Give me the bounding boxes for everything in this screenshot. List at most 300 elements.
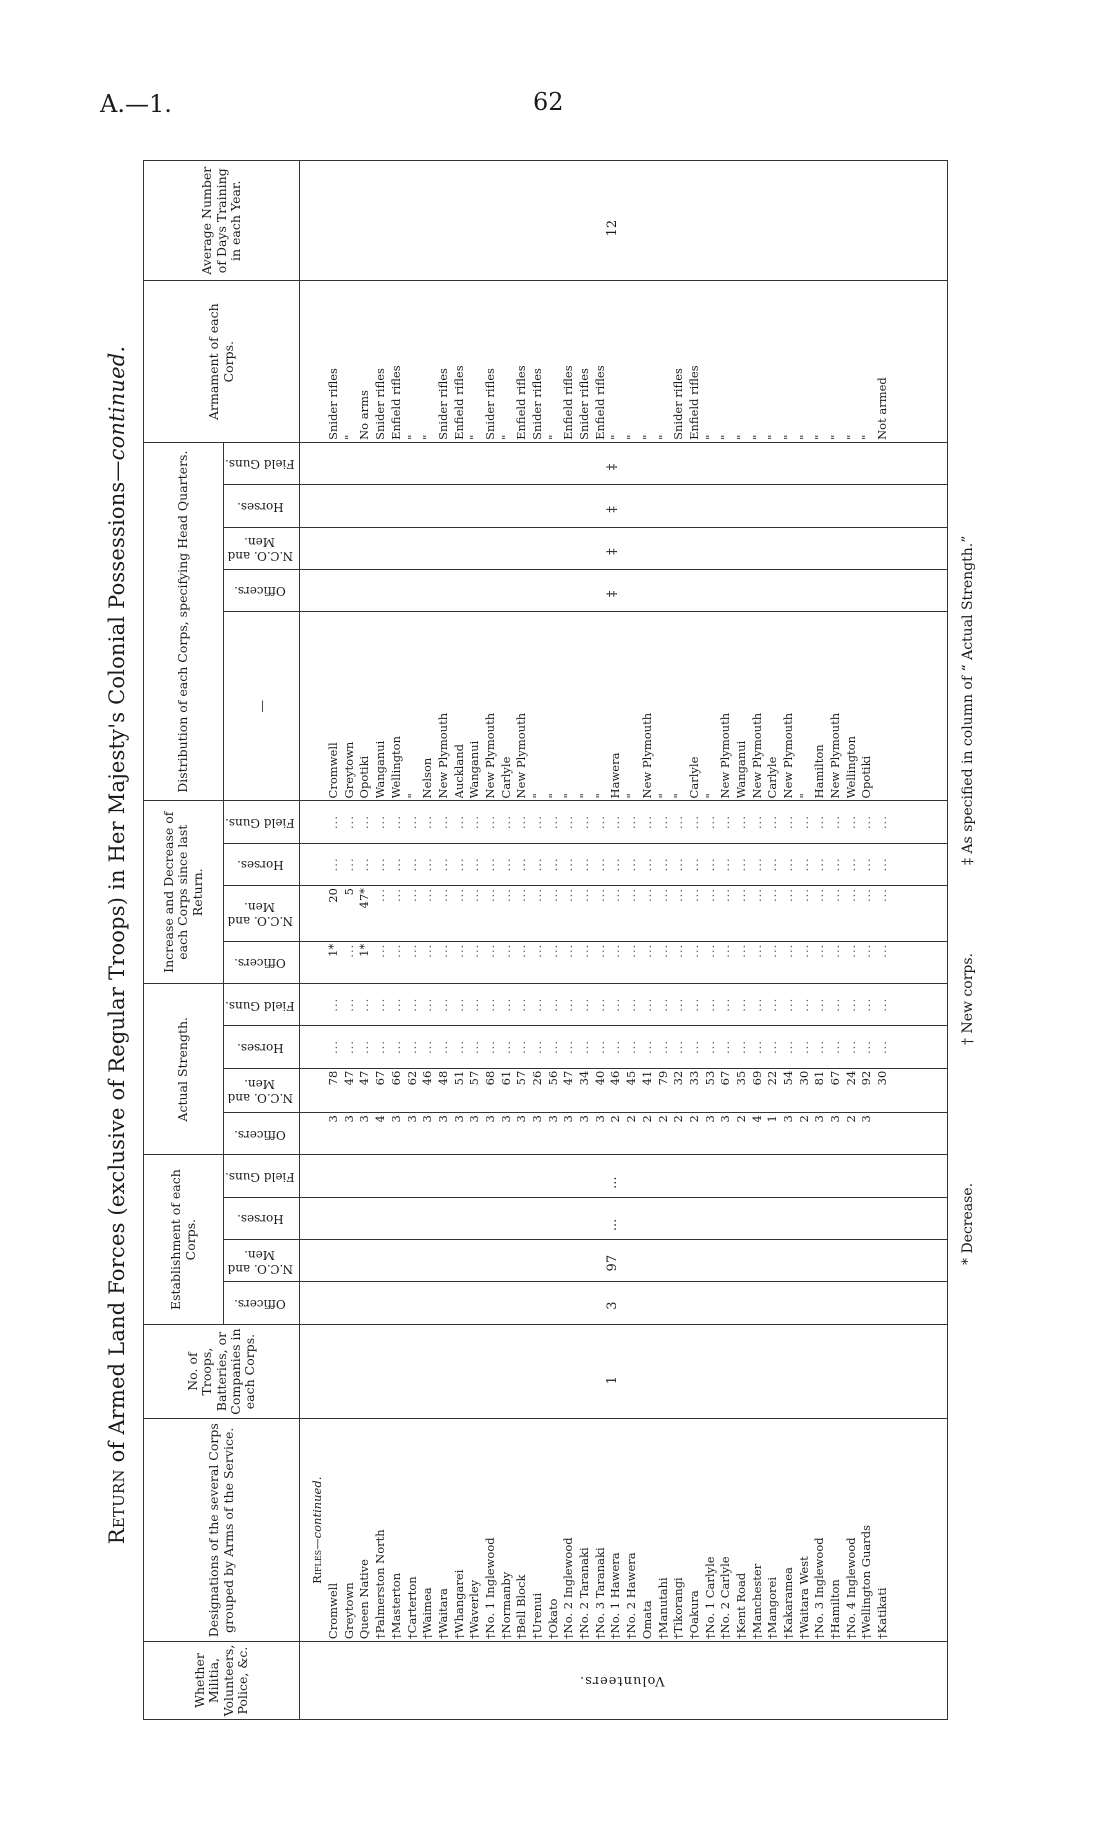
headquarters-cell: Greytown	[341, 741, 356, 799]
armament-cell: Enfield rifles	[388, 365, 403, 440]
actual-officers-cell: 2	[733, 1115, 748, 1123]
increase-men-cell: ...	[545, 888, 560, 903]
corps-name: †Kakaramea	[781, 1567, 795, 1640]
armament-cell: "	[765, 434, 780, 440]
dots-cell: ...	[545, 997, 560, 1012]
increase-horses-column	[300, 843, 948, 885]
dots-cell: ...	[357, 997, 372, 1012]
spacer	[310, 614, 326, 798]
increase-men-cell: ...	[671, 888, 686, 903]
page-number: 62	[533, 88, 564, 116]
headquarters-cell: New Plymouth	[639, 712, 654, 799]
headquarters-cell: "	[671, 793, 686, 799]
armament-cell: Snider rifles	[530, 368, 544, 440]
increase-men-cell: ...	[702, 888, 717, 903]
dist-officers-mark: ‡	[605, 590, 621, 598]
sub-officers: Officers.	[224, 1282, 300, 1324]
est-officers-value: 3	[605, 1301, 621, 1310]
increase-men-column	[300, 886, 948, 942]
dots-cell: ...	[608, 815, 623, 830]
actual-officers-cell: 3	[514, 1115, 529, 1123]
dots-cell: ...	[561, 1040, 576, 1055]
dots-cell: ...	[639, 815, 654, 830]
actual-men-cell: 66	[388, 1070, 403, 1086]
actual-officers-cell: 3	[718, 1115, 733, 1123]
dots-cell: ...	[812, 997, 827, 1012]
dist-guns-mark: ‡	[605, 463, 621, 471]
dots-cell: ...	[608, 857, 623, 872]
headquarters-cell: "	[796, 793, 811, 799]
col-armament-header: Armament of each Corps.	[144, 281, 300, 442]
dots-cell: ...	[592, 997, 607, 1012]
actual-men-cell: 51	[451, 1070, 466, 1086]
dist-officers-column	[300, 569, 948, 611]
actual-men-cell: 57	[514, 1070, 529, 1086]
increase-officers-cell: ...	[875, 943, 890, 958]
dots-cell: ...	[671, 857, 686, 872]
section-suffix: —continued.	[310, 1476, 325, 1550]
increase-men-cell: ...	[781, 888, 795, 903]
spacer	[310, 846, 326, 883]
actual-men-cell: 48	[435, 1070, 450, 1086]
dots-cell: ...	[686, 857, 701, 872]
dots-cell: ...	[875, 857, 890, 872]
dots-cell: ...	[561, 857, 576, 872]
dots-cell: ...	[859, 857, 874, 872]
actual-officers-cell: 2	[624, 1115, 639, 1123]
actual-men-cell: 46	[608, 1070, 623, 1086]
dots-cell: ...	[875, 815, 890, 830]
dist-horses-column	[300, 485, 948, 527]
headquarters-cell: New Plymouth	[828, 712, 843, 799]
sub-guns: Field Guns.	[224, 1155, 300, 1197]
armament-cell: "	[859, 434, 874, 440]
dots-cell: ...	[341, 815, 356, 830]
footnote-new-corps: † New corps.	[960, 953, 976, 1045]
armament-cell: Snider rifles	[435, 368, 450, 440]
dots-cell: ...	[451, 997, 466, 1012]
increase-men-cell: ...	[498, 888, 513, 903]
dots-cell: ...	[859, 997, 874, 1012]
dots-cell: ...	[435, 997, 450, 1012]
corps-name: †Waitara	[435, 1588, 450, 1640]
dots-cell: ...	[624, 1040, 639, 1055]
dots-cell: ...	[765, 1040, 780, 1055]
armament-cell: "	[655, 434, 670, 440]
increase-men-cell: ...	[420, 888, 435, 903]
dots-cell: ...	[498, 997, 513, 1012]
section-label	[310, 1421, 326, 1639]
armament-cell: "	[702, 434, 717, 440]
actual-horses-column	[300, 1026, 948, 1068]
corps-name: †Oakura	[686, 1590, 701, 1640]
headquarters-cell: Opotiki	[859, 755, 874, 799]
increase-officers-cell: ...	[608, 943, 623, 958]
dots-cell: ...	[639, 997, 654, 1012]
headquarters-cell: Wanganui	[467, 740, 482, 799]
corps-name: †No. 1 Carlyle	[702, 1556, 717, 1640]
increase-officers-cell: ...	[639, 943, 654, 958]
dots-cell: ...	[655, 857, 670, 872]
increase-officers-cell: ...	[765, 943, 780, 958]
dots-cell: ...	[749, 815, 764, 830]
increase-officers-cell: ...	[702, 943, 717, 958]
actual-officers-cell: 3	[482, 1115, 497, 1123]
headquarters-cell: "	[592, 793, 607, 799]
dots-cell: ...	[420, 857, 435, 872]
actual-men-cell: 81	[812, 1070, 827, 1086]
actual-men-cell: 26	[530, 1070, 544, 1086]
increase-officers-cell: ...	[718, 943, 733, 958]
dots-cell: ...	[561, 815, 576, 830]
increase-men-cell: ...	[435, 888, 450, 903]
dots-cell: ...	[326, 1040, 341, 1055]
increase-men-cell: ...	[592, 888, 607, 903]
actual-men-cell: 30	[796, 1070, 811, 1086]
sub-nco: N.C.O. and Men.	[224, 527, 300, 569]
headquarters-cell: "	[702, 793, 717, 799]
actual-men-cell: 79	[655, 1070, 670, 1086]
dots-cell: ...	[482, 997, 497, 1012]
headquarters-cell: New Plymouth	[435, 712, 450, 799]
armament-cell: "	[843, 434, 858, 440]
dots-cell: ...	[592, 815, 607, 830]
dots-cell: ...	[373, 857, 388, 872]
actual-officers-cell: 2	[796, 1115, 811, 1123]
corps-name: †Kent Road	[733, 1572, 748, 1640]
corps-name: †Manchester	[749, 1563, 764, 1640]
actual-officers-cell: 3	[530, 1115, 544, 1123]
spacer	[310, 283, 326, 439]
dots-cell: ...	[357, 1040, 372, 1055]
dots-cell: ...	[467, 857, 482, 872]
actual-men-cell: 57	[467, 1070, 482, 1086]
actual-men-cell: 22	[765, 1070, 780, 1086]
increase-men-cell: ...	[467, 888, 482, 903]
col-whether-header: Whether Militia, Volunteers, Police, &c.	[144, 1642, 300, 1720]
headquarters-cell: Wellington	[388, 735, 403, 799]
dots-cell: ...	[498, 857, 513, 872]
dots-cell: ...	[373, 815, 388, 830]
actual-officers-cell: 3	[577, 1115, 592, 1123]
dots-cell: ...	[514, 1040, 529, 1055]
dots-cell: ...	[530, 1040, 544, 1055]
sub-nco: N.C.O. and Men.	[224, 1240, 300, 1282]
dots-cell: ...	[373, 1040, 388, 1055]
actual-guns-column	[300, 984, 948, 1026]
col-establishment-header: Establishment of each Corps.	[144, 1155, 224, 1324]
increase-officers-cell: ...	[671, 943, 686, 958]
dots-cell: ...	[733, 997, 748, 1012]
dots-cell: ...	[796, 997, 811, 1012]
actual-officers-cell: 3	[388, 1115, 403, 1123]
title-continued: continued.	[105, 345, 129, 461]
sub-horses: Horses.	[224, 1197, 300, 1239]
spacer	[310, 1071, 326, 1111]
corps-name: †Normanby	[498, 1571, 513, 1640]
dots-cell: ...	[577, 815, 592, 830]
increase-men-cell: ...	[686, 888, 701, 903]
increase-officers-cell: ...	[498, 943, 513, 958]
increase-men-cell: ...	[828, 888, 843, 903]
actual-men-cell: 35	[733, 1070, 748, 1086]
increase-officers-cell: ...	[577, 943, 592, 958]
sub-officers: Officers.	[224, 941, 300, 983]
dots-cell: ...	[420, 1040, 435, 1055]
actual-officers-cell: 3	[561, 1115, 576, 1123]
increase-officers-cell: ...	[467, 943, 482, 958]
increase-officers-cell: ...	[530, 943, 544, 958]
dots-cell: ...	[341, 857, 356, 872]
dots-cell: ...	[781, 857, 795, 872]
dots-cell: ...	[545, 857, 560, 872]
increase-officers-cell: ...	[655, 943, 670, 958]
dots-cell: ...	[702, 997, 717, 1012]
average-column	[300, 161, 948, 281]
corps-name: †Waitara West	[796, 1556, 811, 1640]
dots-cell: ...	[686, 815, 701, 830]
increase-officers-cell: 1*	[357, 943, 372, 957]
dots-cell: ...	[749, 997, 764, 1012]
designations-column	[300, 1419, 948, 1642]
headquarters-cell: Opotiki	[357, 755, 372, 799]
dots-cell: ...	[577, 1040, 592, 1055]
actual-officers-cell: 2	[608, 1115, 623, 1123]
corps-name: †No. 4 Inglewood	[843, 1537, 858, 1640]
dots-cell: ...	[388, 1040, 403, 1055]
corps-name: Cromwell	[326, 1582, 341, 1640]
footnote-decrease: * Decrease.	[960, 1182, 976, 1265]
actual-men-cell: 92	[859, 1070, 874, 1086]
dots-cell: ...	[482, 857, 497, 872]
headquarters-cell: "	[577, 793, 592, 799]
increase-guns-column	[300, 801, 948, 843]
spacer	[310, 1028, 326, 1065]
increase-men-cell: ...	[875, 888, 890, 903]
actual-officers-cell: 3	[326, 1115, 341, 1123]
dots-cell: ...	[796, 857, 811, 872]
increase-officers-cell: ...	[561, 943, 576, 958]
dots-cell: ...	[388, 997, 403, 1012]
headquarters-cell: "	[655, 793, 670, 799]
headquarters-cell: Carlyle	[686, 756, 701, 799]
actual-officers-cell: 3	[859, 1115, 874, 1123]
armament-cell: "	[608, 434, 623, 440]
dots-cell: ...	[859, 1040, 874, 1055]
dist-guns-column	[300, 442, 948, 484]
dots-cell: ...	[781, 1040, 795, 1055]
increase-officers-cell: ...	[624, 943, 639, 958]
footnote-specified: ‡ As specified in column of “ Actual Strength.”	[960, 535, 976, 865]
armament-cell: Enfield rifles	[451, 365, 466, 440]
corps-name: †Tikorangi	[671, 1577, 686, 1640]
corps-name: †Katikati	[875, 1587, 890, 1640]
armament-cell: "	[420, 434, 435, 440]
armament-cell: "	[498, 434, 513, 440]
actual-officers-cell: 3	[545, 1115, 560, 1123]
dots-cell: ...	[326, 997, 341, 1012]
dots-cell: ...	[812, 857, 827, 872]
dots-cell: ...	[796, 1040, 811, 1055]
corps-name: †Okato	[545, 1598, 560, 1640]
increase-officers-cell: ...	[373, 943, 388, 958]
dots-cell: ...	[498, 815, 513, 830]
increase-men-cell: ...	[859, 888, 874, 903]
corps-name: †No. 2 Hawera	[624, 1552, 639, 1640]
dots-cell: ...	[781, 815, 795, 830]
dots-cell: ...	[530, 815, 544, 830]
dots-cell: ...	[561, 997, 576, 1012]
sub-horses: Horses.	[224, 485, 300, 527]
dots-cell: ...	[639, 857, 654, 872]
headquarters-cell: New Plymouth	[781, 712, 795, 799]
dots-cell: ...	[482, 1040, 497, 1055]
return-table	[143, 160, 948, 1720]
actual-officers-cell: 2	[655, 1115, 670, 1123]
actual-men-cell: 78	[326, 1070, 341, 1086]
section-name: Rifles	[310, 1549, 325, 1584]
dots-cell: ...	[765, 857, 780, 872]
increase-men-cell: ...	[530, 888, 544, 903]
headquarters-cell: Carlyle	[498, 756, 513, 799]
headquarters-cell	[875, 614, 891, 798]
increase-men-cell: 5	[341, 888, 356, 896]
sub-horses: Horses.	[224, 843, 300, 885]
dots-cell: ...	[843, 997, 858, 1012]
actual-men-cell: 46	[420, 1070, 435, 1086]
headquarters-cell: Wanganui	[733, 740, 748, 799]
dots-cell: ...	[530, 857, 544, 872]
category-cell	[300, 1642, 948, 1720]
increase-men-cell: ...	[482, 888, 497, 903]
corps-name: Omata	[639, 1600, 654, 1640]
increase-officers-cell: ...	[451, 943, 466, 958]
increase-officers-cell: ...	[592, 943, 607, 958]
armament-cell: No arms	[357, 390, 372, 440]
corps-name: †Palmerston North	[373, 1529, 388, 1640]
dots-cell: ...	[530, 997, 544, 1012]
armament-cell: Enfield rifles	[592, 365, 607, 440]
actual-officers-cell: 1	[765, 1115, 780, 1123]
actual-officers-cell: 3	[812, 1115, 827, 1123]
corps-name: †Wellington Guards	[859, 1525, 874, 1640]
dots-cell: ...	[733, 857, 748, 872]
dots-cell: ...	[373, 997, 388, 1012]
dots-cell: ...	[671, 997, 686, 1012]
dots-cell: ...	[420, 997, 435, 1012]
dots-cell: ...	[388, 815, 403, 830]
sub-guns: Field Guns.	[224, 984, 300, 1026]
spacer	[310, 1115, 326, 1152]
dots-cell: ...	[655, 997, 670, 1012]
increase-men-cell: ...	[373, 888, 388, 903]
headquarters-cell: "	[530, 793, 544, 799]
corps-name: †Hamilton	[828, 1579, 843, 1640]
corps-name: †No. 2 Inglewood	[561, 1537, 576, 1640]
increase-officers-cell: ...	[686, 943, 701, 958]
est-men-value: 97	[605, 1254, 621, 1272]
increase-men-cell: ...	[733, 888, 748, 903]
armament-cell: "	[624, 434, 639, 440]
increase-men-cell: ...	[624, 888, 639, 903]
dist-nco-mark: ‡	[605, 548, 621, 555]
corps-name: †Manutahi	[655, 1577, 670, 1640]
headquarters-cell: "	[624, 793, 639, 799]
dots-cell: ...	[812, 1040, 827, 1055]
sub-nco: N.C.O. and Men.	[224, 1068, 300, 1113]
dots-cell: ...	[733, 815, 748, 830]
title-rest: of Armed Land Forces (exclusive of Regular Troops) in Her Majesty's Colonial Possessions—	[105, 460, 129, 1463]
document-reference: A.—1.	[100, 90, 172, 118]
increase-men-cell: 20	[326, 888, 341, 903]
dots-cell: ...	[765, 997, 780, 1012]
armament-cell: Snider rifles	[326, 368, 341, 440]
actual-men-cell: 47	[561, 1070, 576, 1086]
armament-cell: "	[404, 434, 419, 440]
dots-cell: ...	[514, 997, 529, 1012]
actual-officers-cell: 3	[828, 1115, 843, 1123]
dots-cell: ...	[545, 1040, 560, 1055]
actual-officers-cell: 3	[702, 1115, 717, 1123]
sub-guns: Field Guns.	[224, 442, 300, 484]
increase-men-cell: ...	[655, 888, 670, 903]
armament-cell: Snider rifles	[671, 368, 686, 440]
corps-name: †Masterton	[388, 1572, 403, 1640]
corps-name: Queen Native	[357, 1559, 372, 1640]
headquarters-cell: Carlyle	[765, 756, 780, 799]
increase-officers-cell: ...	[404, 943, 419, 958]
dots-cell: ...	[624, 857, 639, 872]
actual-men-cell: 67	[718, 1070, 733, 1086]
actual-men-cell: 61	[498, 1070, 513, 1086]
armament-column	[300, 281, 948, 442]
corps-name: †Waverley	[467, 1579, 482, 1640]
increase-officers-cell: ...	[420, 943, 435, 958]
dots-cell: ...	[404, 857, 419, 872]
dots-cell: ...	[326, 857, 341, 872]
increase-officers-cell: ...	[749, 943, 764, 958]
dots-cell: ...	[388, 857, 403, 872]
increase-men-cell: 47*	[357, 888, 372, 909]
increase-men-cell: ...	[451, 888, 466, 903]
est-men-column	[300, 1240, 948, 1282]
col-actual-header: Actual Strength.	[144, 984, 224, 1155]
increase-officers-cell: ...	[545, 943, 560, 958]
est-officers-column	[300, 1282, 948, 1324]
dots-cell: ...	[624, 815, 639, 830]
increase-men-cell: ...	[749, 888, 764, 903]
dots-cell: ...	[577, 997, 592, 1012]
headquarters-cell: Wellington	[843, 735, 858, 799]
dots-cell: ...	[451, 1040, 466, 1055]
dots-cell: ...	[749, 1040, 764, 1055]
corps-name: †No. 1 Inglewood	[482, 1537, 497, 1640]
dots-cell: ...	[341, 1040, 356, 1055]
actual-officers-column	[300, 1113, 948, 1155]
dots-cell: ...	[828, 815, 843, 830]
dots-cell: ...	[765, 815, 780, 830]
dots-cell: ...	[733, 1040, 748, 1055]
dots-cell: ...	[467, 997, 482, 1012]
armament-cell: Enfield rifles	[514, 365, 529, 440]
increase-officers-cell: 1*	[326, 943, 341, 957]
dots-cell: ...	[828, 997, 843, 1012]
sub-officers: Officers.	[224, 569, 300, 611]
dots-cell: ...	[859, 815, 874, 830]
actual-officers-cell: 4	[373, 1115, 388, 1123]
dots-cell: ...	[326, 815, 341, 830]
increase-men-cell: ...	[796, 888, 811, 903]
